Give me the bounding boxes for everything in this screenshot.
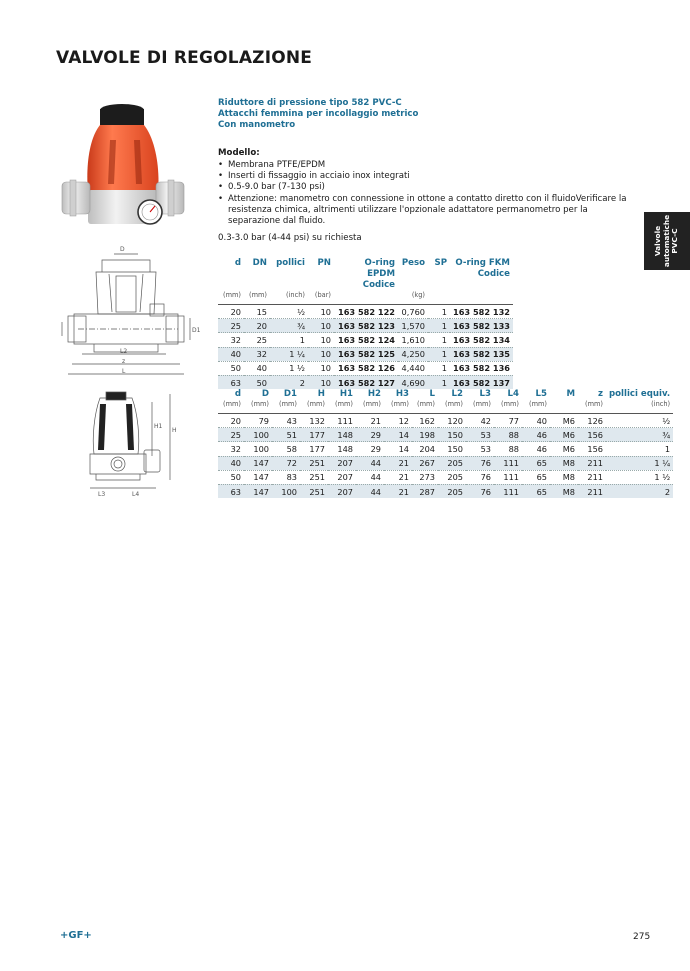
col-header: M	[566, 389, 575, 399]
table-cell: 198	[412, 428, 438, 442]
table-cell: 63	[218, 375, 244, 389]
col-header: H3	[395, 389, 409, 399]
table-cell: 44	[356, 456, 384, 470]
col-header-pollici: pollici	[276, 258, 305, 268]
table-cell: 32	[218, 333, 244, 347]
table-cell: 163 582 123	[334, 319, 398, 333]
table-cell: 58	[272, 442, 300, 456]
units-row	[218, 400, 673, 410]
table-cell: 88	[494, 428, 522, 442]
table-cell: 72	[272, 456, 300, 470]
drawing-label-d1: D1	[192, 327, 201, 334]
col-header: L4	[507, 389, 519, 399]
table-cell: 2	[606, 484, 673, 498]
unit-cell	[550, 400, 578, 410]
subtitle-line: Riduttore di pressione tipo 582 PVC-C	[218, 98, 402, 108]
header-line: O-ring FKM	[455, 258, 510, 268]
table-cell: 40	[218, 347, 244, 361]
header-line: Codice	[477, 269, 510, 279]
unit-cell: (inch)	[651, 400, 671, 408]
table-cell: 1,570	[398, 319, 428, 333]
table-cell: 163 582 133	[450, 319, 513, 333]
table-cell: 148	[328, 428, 356, 442]
table-cell: M6	[550, 428, 578, 442]
unit-cell: (inch)	[286, 291, 305, 299]
table-cell: 2	[270, 375, 308, 389]
table-cell: 88	[494, 442, 522, 456]
table-cell: 205	[438, 470, 466, 484]
unit-cell: (mm)	[251, 400, 269, 408]
table-cell: 44	[356, 470, 384, 484]
drawing-label-l: L	[122, 368, 126, 375]
table-cell: 207	[328, 456, 356, 470]
table-cell: 1	[428, 375, 450, 389]
table-cell: 10	[308, 347, 334, 361]
table-row	[218, 319, 513, 333]
table-cell: 205	[438, 484, 466, 498]
table-cell: 76	[466, 484, 494, 498]
gf-logo: +GF+	[60, 930, 92, 941]
table-row	[218, 428, 673, 442]
table-cell: 51	[272, 428, 300, 442]
table-cell: 10	[308, 361, 334, 375]
section-side-tab	[644, 212, 690, 270]
feature-list	[218, 160, 638, 227]
unit-cell: (mm)	[391, 400, 409, 408]
table-cell: 25	[218, 428, 244, 442]
table-cell: 21	[384, 484, 412, 498]
unit-cell	[428, 291, 450, 301]
drawing-label-l4: L4	[132, 491, 140, 498]
drawing-label-h: H	[172, 427, 177, 434]
table-cell: 156	[578, 428, 606, 442]
feature-item: • Attenzione: manometro con connessione in ottone a contatto diretto con il fluidoVerificare la resistenza chimica, altrimenti utilizzare l'opzionale adattatore permanometro per la separazione dal fluido.	[218, 194, 638, 228]
table-cell: 14	[384, 442, 412, 456]
subtitle-line: Con manometro	[218, 120, 296, 130]
table-cell: 25	[218, 319, 244, 333]
table-row	[218, 333, 513, 347]
table-cell: 10	[308, 375, 334, 389]
drawing-label-l3: L3	[98, 491, 106, 498]
table-cell: ½	[270, 305, 308, 319]
table-cell: 50	[218, 361, 244, 375]
table-cell: 273	[412, 470, 438, 484]
table-cell: 53	[466, 428, 494, 442]
table-cell: 46	[522, 428, 550, 442]
table-cell: 20	[244, 319, 270, 333]
col-header-d: d	[234, 258, 241, 268]
table-cell: 163 582 136	[450, 361, 513, 375]
table-cell: 111	[494, 456, 522, 470]
table-cell: 1 ¼	[270, 347, 308, 361]
table-cell: 21	[384, 470, 412, 484]
table-cell: 1	[428, 361, 450, 375]
table-row	[218, 375, 513, 389]
table-row	[218, 484, 673, 498]
table-cell: 163 582 134	[450, 333, 513, 347]
table-cell: 147	[244, 470, 272, 484]
table-cell: 1	[428, 333, 450, 347]
table-row	[218, 456, 673, 470]
unit-cell: (mm)	[279, 400, 297, 408]
table-cell: 4,690	[398, 375, 428, 389]
table-cell: M6	[550, 414, 578, 428]
col-header-dn: DN	[252, 258, 267, 268]
unit-cell: (mm)	[501, 400, 519, 408]
table-cell: 111	[494, 470, 522, 484]
product-subtitle	[218, 98, 418, 131]
side-tab-line: Valvole	[653, 225, 663, 257]
table-cell: 1	[428, 305, 450, 319]
dimensions-table	[218, 389, 673, 498]
header-line: Codice	[362, 280, 395, 290]
table-cell: 46	[522, 442, 550, 456]
table-cell: 4,440	[398, 361, 428, 375]
col-header-oring-epdm	[334, 258, 398, 291]
table-cell: 25	[244, 333, 270, 347]
table-cell: 0,760	[398, 305, 428, 319]
table-cell: ¾	[606, 428, 673, 442]
table-cell: 32	[218, 442, 244, 456]
table-cell: 251	[300, 484, 328, 498]
table-row	[218, 470, 673, 484]
table-cell: 163 582 125	[334, 347, 398, 361]
table-cell: 163 582 132	[450, 305, 513, 319]
table-cell: 100	[244, 428, 272, 442]
table-cell: 207	[328, 470, 356, 484]
table-cell: 177	[300, 442, 328, 456]
table-cell: 126	[578, 414, 606, 428]
col-header: pollici equiv.	[609, 389, 671, 399]
technical-drawing-front	[54, 244, 204, 382]
table-cell: M6	[550, 442, 578, 456]
table-cell: 20	[218, 305, 244, 319]
table-cell: 15	[244, 305, 270, 319]
table-cell: 40	[522, 414, 550, 428]
table-cell: 1,610	[398, 333, 428, 347]
col-header-peso: Peso	[401, 258, 425, 268]
table-cell: 42	[466, 414, 494, 428]
pressure-reducer-photo	[58, 100, 198, 232]
table-cell: 29	[356, 428, 384, 442]
unit-cell: (kg)	[411, 291, 425, 299]
table-cell: 32	[244, 347, 270, 361]
drawing-label-h1: H1	[154, 423, 163, 430]
table-cell: M8	[550, 456, 578, 470]
unit-cell: (mm)	[529, 400, 547, 408]
table-cell: 100	[244, 442, 272, 456]
col-header-oring-fkm	[450, 258, 513, 291]
table-header-row	[218, 389, 673, 400]
table-cell: 43	[272, 414, 300, 428]
table-cell: 204	[412, 442, 438, 456]
table-cell: M8	[550, 484, 578, 498]
technical-drawing-side	[60, 384, 200, 500]
table-cell: 10	[308, 305, 334, 319]
table-cell: 76	[466, 470, 494, 484]
table-cell: 163 582 126	[334, 361, 398, 375]
pressure-note: 0.3-3.0 bar (4-44 psi) su richiesta	[218, 233, 362, 243]
table-cell: ¾	[270, 319, 308, 333]
col-header: d	[234, 389, 241, 399]
table-cell: 1 ¼	[606, 456, 673, 470]
col-header-pn: PN	[317, 258, 331, 268]
unit-cell: (bar)	[314, 291, 331, 299]
table-cell: 1	[428, 319, 450, 333]
col-header: L3	[479, 389, 491, 399]
table-cell: 251	[300, 456, 328, 470]
units-row	[218, 291, 513, 301]
table-cell: 156	[578, 442, 606, 456]
table-cell: 211	[578, 470, 606, 484]
unit-cell	[450, 291, 513, 301]
unit-cell: (mm)	[307, 400, 325, 408]
table-cell: 100	[272, 484, 300, 498]
drawing-label-z: z	[122, 358, 126, 365]
table-cell: 44	[356, 484, 384, 498]
table-cell: 163 582 137	[450, 375, 513, 389]
feature-item: • Inserti di fissaggio in acciaio inox integrati	[218, 171, 638, 182]
header-line: EPDM	[367, 269, 395, 279]
table-cell: 177	[300, 428, 328, 442]
table-cell: 162	[412, 414, 438, 428]
table-cell: M8	[550, 470, 578, 484]
table-cell: 40	[218, 456, 244, 470]
unit-cell: (mm)	[363, 400, 381, 408]
table-cell: 150	[438, 428, 466, 442]
table-row	[218, 347, 513, 361]
table-cell: 148	[328, 442, 356, 456]
table-cell: 4,250	[398, 347, 428, 361]
table-cell: 65	[522, 456, 550, 470]
drawing-label-l2: L2	[120, 348, 128, 355]
unit-cell: (mm)	[585, 400, 603, 408]
table-cell: 163 582 122	[334, 305, 398, 319]
table-cell: 111	[328, 414, 356, 428]
table-cell: 1 ½	[606, 470, 673, 484]
model-heading: Modello:	[218, 148, 260, 158]
table-cell: 1 ½	[270, 361, 308, 375]
unit-cell: (mm)	[335, 400, 353, 408]
unit-cell: (mm)	[249, 291, 267, 299]
unit-cell: (mm)	[417, 400, 435, 408]
side-tab-line: PVC-C	[670, 228, 680, 254]
table-row	[218, 414, 673, 428]
unit-cell: (mm)	[223, 400, 241, 408]
table-cell: 77	[494, 414, 522, 428]
table-cell: 120	[438, 414, 466, 428]
col-header: D1	[283, 389, 297, 399]
table-cell: 211	[578, 484, 606, 498]
table-cell: 267	[412, 456, 438, 470]
table-cell: 111	[494, 484, 522, 498]
table-cell: 147	[244, 484, 272, 498]
side-tab-line: automatiche	[661, 214, 671, 268]
table-cell: 163 582 135	[450, 347, 513, 361]
unit-cell: (mm)	[223, 291, 241, 299]
subtitle-line: Attacchi femmina per incollaggio metrico	[218, 109, 419, 119]
table-cell: 40	[244, 361, 270, 375]
table-cell: 83	[272, 470, 300, 484]
table-cell: 251	[300, 470, 328, 484]
table-cell: 63	[218, 484, 244, 498]
col-header: H1	[339, 389, 353, 399]
table-cell: 207	[328, 484, 356, 498]
table-cell: 79	[244, 414, 272, 428]
table-cell: 1	[270, 333, 308, 347]
table-cell: 21	[356, 414, 384, 428]
col-header: z	[597, 389, 603, 399]
table-cell: ½	[606, 414, 673, 428]
table-cell: 50	[244, 375, 270, 389]
table-cell: 132	[300, 414, 328, 428]
table-cell: 65	[522, 484, 550, 498]
drawing-label-d: D	[120, 246, 125, 253]
col-header: H2	[367, 389, 381, 399]
col-header: D	[261, 389, 269, 399]
page-title: VALVOLE DI REGOLAZIONE	[56, 48, 313, 68]
table-cell: 287	[412, 484, 438, 498]
page-number: 275	[633, 932, 651, 942]
unit-cell: (mm)	[445, 400, 463, 408]
col-header: L	[429, 389, 435, 399]
ordering-table	[218, 258, 513, 389]
table-row	[218, 305, 513, 319]
table-cell: 21	[384, 456, 412, 470]
table-cell: 1	[428, 347, 450, 361]
table-row	[218, 442, 673, 456]
table-cell: 150	[438, 442, 466, 456]
table-cell: 163 582 124	[334, 333, 398, 347]
table-cell: 20	[218, 414, 244, 428]
col-header: L2	[451, 389, 463, 399]
table-header-row	[218, 258, 513, 291]
unit-cell: (mm)	[473, 400, 491, 408]
header-line: O-ring	[364, 258, 395, 268]
table-cell: 12	[384, 414, 412, 428]
table-cell: 65	[522, 470, 550, 484]
table-cell: 163 582 127	[334, 375, 398, 389]
table-cell: 10	[308, 319, 334, 333]
table-cell: 10	[308, 333, 334, 347]
col-header: H	[317, 389, 325, 399]
table-cell: 205	[438, 456, 466, 470]
table-cell: 29	[356, 442, 384, 456]
table-cell: 211	[578, 456, 606, 470]
feature-item: • Membrana PTFE/EPDM	[218, 160, 638, 171]
unit-cell	[334, 291, 398, 301]
feature-item: • 0.5-9.0 bar (7-130 psi)	[218, 182, 638, 193]
table-cell: 76	[466, 456, 494, 470]
table-cell: 1	[606, 442, 673, 456]
table-cell: 14	[384, 428, 412, 442]
table-cell: 53	[466, 442, 494, 456]
col-header: L5	[535, 389, 547, 399]
table-cell: 50	[218, 470, 244, 484]
col-header-sp: SP	[434, 258, 447, 268]
table-row	[218, 361, 513, 375]
table-cell: 147	[244, 456, 272, 470]
